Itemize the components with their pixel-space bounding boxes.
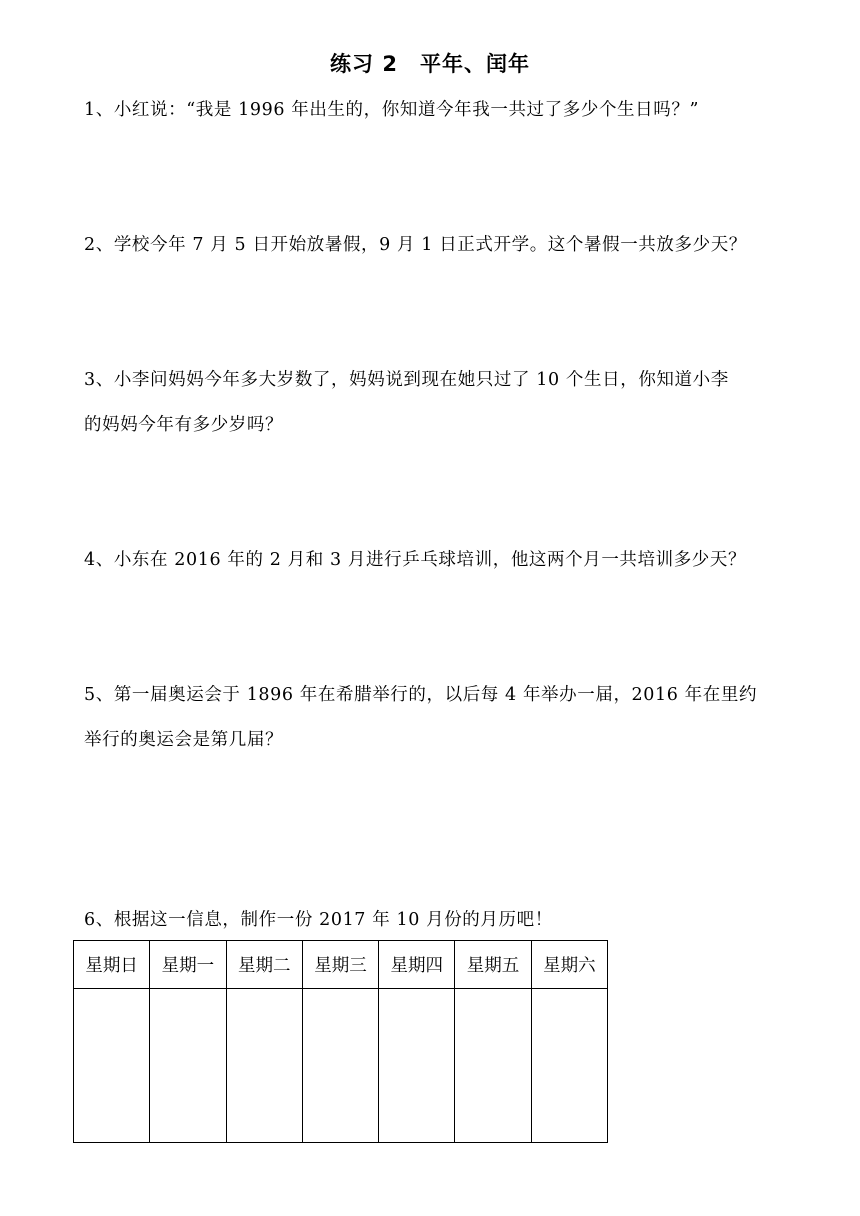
- calendar-header-friday: 星期五: [455, 941, 531, 989]
- calendar-header-thursday: 星期四: [379, 941, 455, 989]
- calendar-header-tuesday: 星期二: [226, 941, 302, 989]
- calendar-body-row: [74, 989, 608, 1143]
- calendar-header-sunday: 星期日: [74, 941, 150, 989]
- calendar-header-monday: 星期一: [150, 941, 226, 989]
- calendar-table: [73, 940, 608, 1143]
- calendar-cell[interactable]: [302, 989, 378, 1143]
- question-4: 4、小东在 2016 年的 2 月和 3 月进行乒乓球培训，他这两个月一共培训多少天？: [84, 550, 747, 570]
- calendar-cell[interactable]: [531, 989, 607, 1143]
- question-3-line-1: 3、小李问妈妈今年多大岁数了，妈妈说到现在她只过了 10 个生日，你知道小李: [84, 370, 729, 390]
- page-title: 练习 2 平年、闰年: [330, 52, 530, 76]
- question-6: 6、根据这一信息，制作一份 2017 年 10 月份的月历吧！: [84, 910, 553, 930]
- calendar-cell[interactable]: [455, 989, 531, 1143]
- calendar-header-row: [74, 941, 608, 989]
- question-5-line-1: 5、第一届奥运会于 1896 年在希腊举行的，以后每 4 年举办一届，2016 年在里约: [84, 685, 758, 705]
- calendar-cell[interactable]: [74, 989, 150, 1143]
- calendar-cell[interactable]: [379, 989, 455, 1143]
- calendar-header-wednesday: 星期三: [302, 941, 378, 989]
- calendar-cell[interactable]: [150, 989, 226, 1143]
- calendar-cell[interactable]: [226, 989, 302, 1143]
- question-2: 2、学校今年 7 月 5 日开始放暑假，9 月 1 日正式开学。这个暑假一共放多少天？: [84, 235, 747, 255]
- question-5-line-2: 举行的奥运会是第几届？: [84, 730, 284, 750]
- question-3-line-2: 的妈妈今年有多少岁吗？: [84, 415, 284, 435]
- question-1: 1、小红说：“我是 1996 年出生的，你知道今年我一共过了多少个生日吗？”: [84, 100, 699, 120]
- calendar-header-saturday: 星期六: [531, 941, 607, 989]
